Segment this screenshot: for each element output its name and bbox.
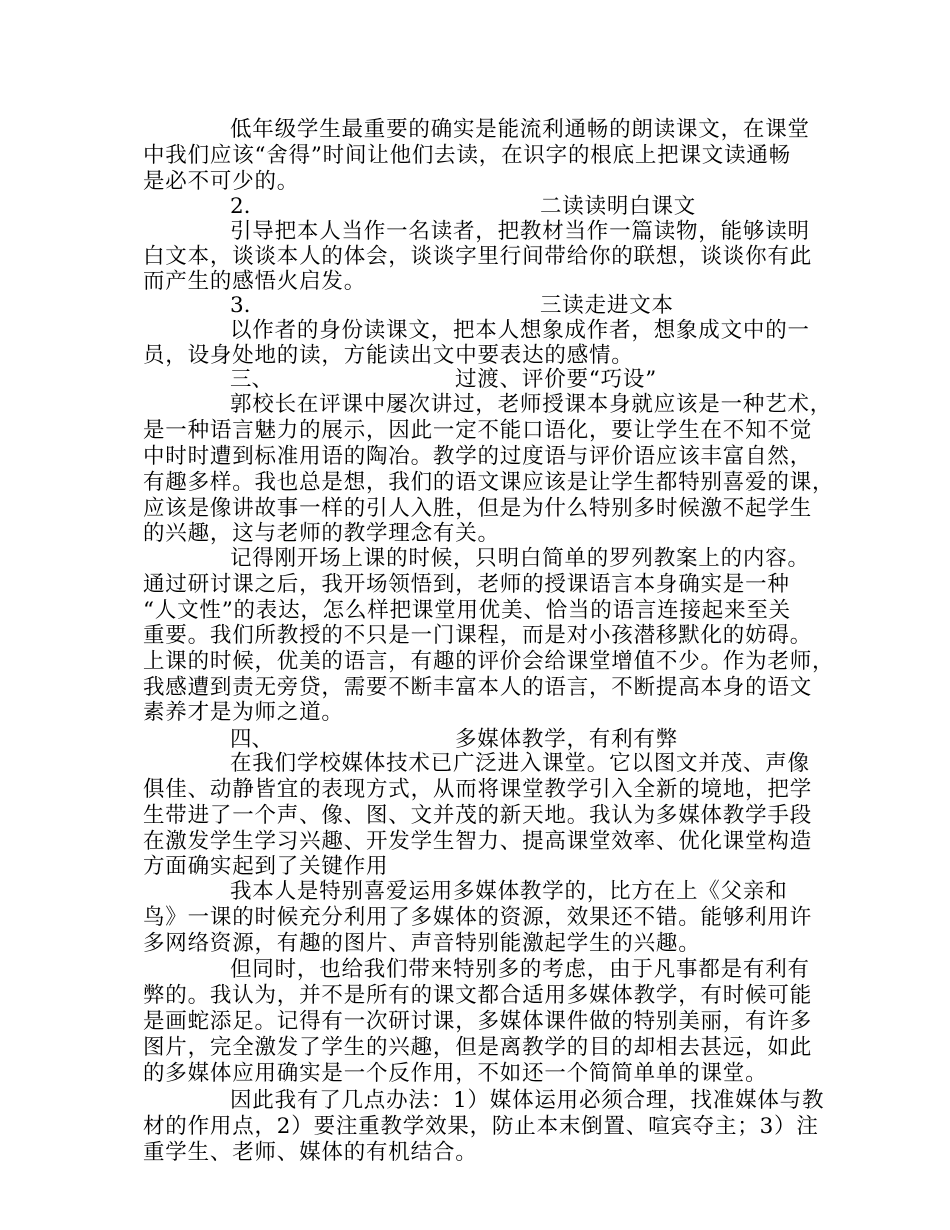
paragraph-line: 通过研讨课之后，我开场领悟到，老师的授课语言本身确实是一种 <box>143 572 790 597</box>
section-heading: 三读走进文本 <box>540 293 674 318</box>
paragraph-line: 白文本，谈谈本人的体会，谈谈字里行间带给你的联想，谈谈你有此 <box>143 244 813 269</box>
paragraph-line: 材的作用点，2）要注重教学效果，防止本末倒置、喧宾夺主；3）注 <box>143 1114 819 1139</box>
paragraph-line: 有趣多样。我也总是想，我们的语文课应该是让学生都特别喜爱的课， <box>143 470 835 495</box>
section-heading: 二读读明白课文 <box>540 194 697 219</box>
paragraph-line: 方面确实起到了关键作用 <box>143 854 389 879</box>
paragraph-line: 而产生的感悟火启发。 <box>143 269 367 294</box>
paragraph-line: 的多媒体应用确实是一个反作用，不如还一个简简单单的课堂。 <box>143 1061 768 1086</box>
paragraph-line: 生带进了一个声、像、图、文并茂的新天地。我认为多媒体教学手段 <box>143 803 813 828</box>
paragraph-line: 郭校长在评课中屡次讲过，老师授课本身就应该是一种艺术， <box>230 392 833 417</box>
paragraph-line: 中时时遭到标准用语的陶冶。教学的过度语与评价语应该丰富自然， <box>143 444 813 469</box>
paragraph-line: 是必不可少的。 <box>143 169 300 194</box>
paragraph-line: 图片，完全激发了学生的兴趣，但是离教学的目的却相去甚远，如此 <box>143 1035 813 1060</box>
paragraph-line: 弊的。我认为，并不是所有的课文都合适用多媒体教学，有时候可能 <box>143 983 813 1008</box>
paragraph-line: 应该是像讲故事一样的引人入胜，但是为什么特别多时候激不起学生 <box>143 496 813 521</box>
section-heading: 多媒体教学，有利有弊 <box>455 727 679 752</box>
paragraph-line: 上课的时候，优美的语言，有趣的评价会给课堂增值不少。作为老师， <box>143 649 835 674</box>
paragraph-line: 以作者的身份读课文，把本人想象成作者，想象成文中的一 <box>230 318 810 343</box>
paragraph-line: 的兴趣，这与老师的教学理念有关。 <box>143 521 500 546</box>
paragraph-line: 重要。我们所教授的不只是一门课程，而是对小孩潜移默化的妨碍。 <box>143 623 813 648</box>
paragraph-line: 低年级学生最重要的确实是能流利通畅的朗读课文，在课堂 <box>230 117 810 142</box>
section-number: 2. <box>230 194 251 219</box>
paragraph-line: 俱佳、动静皆宜的表现方式，从而将课堂教学引入全新的境地，把学 <box>143 777 813 802</box>
paragraph-line: “人文性”的表达，怎么样把课堂用优美、恰当的语言连接起来至关 <box>143 598 791 623</box>
paragraph-line: 员，设身处地的读，方能读出文中要表达的感情。 <box>143 343 634 368</box>
paragraph-line: 记得刚开场上课的时候，只明白简单的罗列教案上的内容。 <box>230 546 810 571</box>
paragraph-line: 在激发学生学习兴趣、开发学生智力、提高课堂效率、优化课堂构造 <box>143 829 813 854</box>
paragraph-line: 因此我有了几点办法：1）媒体运用必须合理，找准媒体与教 <box>230 1088 825 1113</box>
paragraph-line: 是一种语言魅力的展示，因此一定不能口语化，要让学生在不知不觉 <box>143 418 813 443</box>
paragraph-line: 多网络资源，有趣的图片、声音特别能激起学生的兴趣。 <box>143 931 701 956</box>
paragraph-line: 在我们学校媒体技术已广泛进入课堂。它以图文并茂、声像 <box>230 751 810 776</box>
paragraph-line: 但同时，也给我们带来特别多的考虑，由于凡事都是有利有 <box>230 957 810 982</box>
section-number: 四、 <box>230 727 274 752</box>
paragraph-line: 我本人是特别喜爱运用多媒体教学的，比方在上《父亲和 <box>230 879 788 904</box>
section-number: 3. <box>230 293 251 318</box>
paragraph-line: 是画蛇添足。记得有一次研讨课，多媒体课件做的特别美丽，有许多 <box>143 1009 813 1034</box>
section-heading: 过渡、评价要“巧设” <box>455 367 657 392</box>
paragraph-line: 重学生、老师、媒体的有机结合。 <box>143 1140 478 1165</box>
paragraph-line: 引导把本人当作一名读者，把教材当作一篇读物，能够读明 <box>230 219 810 244</box>
paragraph-line: 我感遭到责无旁贷，需要不断丰富本人的语言，不断提高本身的语文 <box>143 675 813 700</box>
section-number: 三、 <box>230 367 274 392</box>
paragraph-line: 中我们应该“舍得”时间让他们去读，在识字的根底上把课文读通畅 <box>143 143 791 168</box>
paragraph-line: 鸟》一课的时候充分利用了多媒体的资源，效果还不错。能够利用许 <box>143 905 813 930</box>
paragraph-line: 素养才是为师之道。 <box>143 700 344 725</box>
